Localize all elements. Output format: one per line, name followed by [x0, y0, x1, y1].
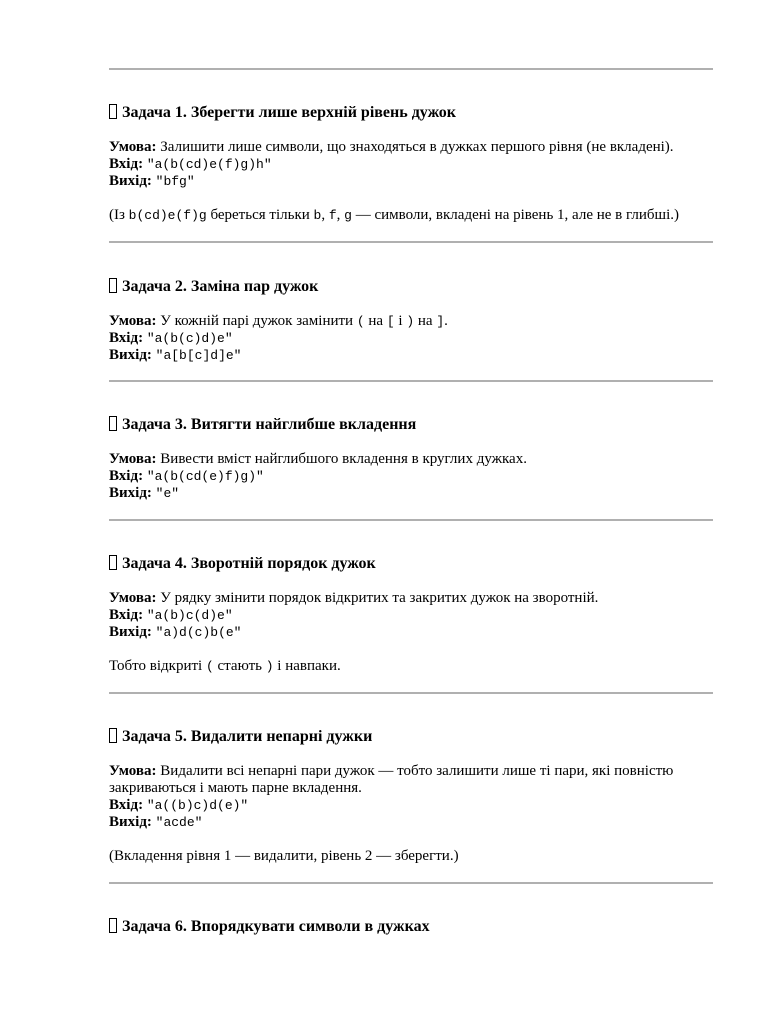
divider	[109, 692, 713, 694]
input-label: Вхід:	[109, 797, 144, 813]
condition-text: Видалити всі непарні пари дужок — тобто залишити лише ті пари, які повністю закриваються і мають парне вкладення.	[109, 763, 674, 796]
task-5-condition	[109, 763, 713, 797]
task-1-condition	[109, 139, 713, 156]
input-value: "a(b(cd)e(f)g)h"	[146, 157, 272, 172]
task-5-input	[109, 797, 713, 814]
missing-glyph-icon	[109, 728, 117, 743]
task-4-note	[109, 658, 713, 675]
condition-label: Умова:	[109, 590, 157, 606]
note-text: і навпаки.	[273, 658, 341, 674]
condition-label: Умова:	[109, 139, 157, 155]
missing-glyph-icon	[109, 918, 117, 933]
condition-text: на	[364, 313, 387, 329]
note-text: Тобто відкриті	[109, 658, 206, 674]
input-value: "a(b(cd(e)f)g)"	[146, 469, 264, 484]
task-5	[109, 727, 713, 865]
note-code: (	[205, 659, 214, 674]
input-value: "a((b)c)d(e)"	[146, 798, 249, 813]
note-text: ,	[336, 207, 345, 223]
task-4-heading	[109, 554, 713, 574]
condition-label: Умова:	[109, 313, 157, 329]
output-value: "a[b[c]d]e"	[155, 348, 242, 363]
condition-code: )	[406, 314, 415, 329]
task-3	[109, 415, 713, 502]
task-2-condition	[109, 313, 713, 330]
condition-label: Умова:	[109, 763, 157, 779]
task-2	[109, 277, 713, 364]
task-6	[109, 917, 713, 953]
condition-code: [	[386, 314, 395, 329]
task-1-input	[109, 156, 713, 173]
divider	[109, 380, 713, 382]
note-code: )	[265, 659, 274, 674]
condition-code: (	[356, 314, 365, 329]
task-6-heading	[109, 917, 713, 937]
input-label: Вхід:	[109, 607, 144, 623]
note-code: f	[328, 208, 337, 223]
condition-code: ]	[436, 314, 445, 329]
note-code: g	[344, 208, 352, 223]
input-value: "a(b)c(d)e"	[146, 608, 233, 623]
task-3-title: Задача 3. Витягти найглибше вкладення	[122, 416, 417, 433]
task-2-title: Задача 2. Заміна пар дужок	[122, 278, 319, 295]
condition-text: і	[394, 313, 407, 329]
task-3-condition	[109, 451, 713, 468]
divider	[109, 519, 713, 521]
task-5-heading	[109, 727, 713, 747]
missing-glyph-icon	[109, 416, 117, 431]
task-1-output	[109, 173, 713, 190]
task-1-title: Задача 1. Зберегти лише верхній рівень дужок	[122, 104, 456, 121]
task-5-title: Задача 5. Видалити непарні дужки	[122, 728, 373, 745]
task-5-output	[109, 814, 713, 831]
task-3-input	[109, 468, 713, 485]
output-value: "acde"	[155, 815, 203, 830]
task-2-output	[109, 347, 713, 364]
task-1-note	[109, 207, 713, 224]
output-value: "e"	[155, 486, 180, 501]
note-text: ,	[321, 207, 329, 223]
missing-glyph-icon	[109, 555, 117, 570]
input-label: Вхід:	[109, 156, 144, 172]
task-2-input	[109, 330, 713, 347]
divider	[109, 882, 713, 884]
note-code: b(cd)e(f)g	[128, 208, 207, 223]
task-5-note: (Вкладення рівня 1 — видалити, рівень 2 — зберегти.)	[109, 848, 459, 864]
input-label: Вхід:	[109, 330, 144, 346]
task-6-title: Задача 6. Впорядкувати символи в дужках	[122, 918, 430, 935]
task-1	[109, 103, 713, 224]
task-4-condition	[109, 590, 713, 607]
task-2-heading	[109, 277, 713, 297]
task-3-output	[109, 485, 713, 502]
output-label: Вихід:	[109, 624, 152, 640]
condition-label: Умова:	[109, 451, 157, 467]
condition-text: У кожній парі дужок замінити	[160, 313, 357, 329]
output-label: Вихід:	[109, 814, 152, 830]
condition-text: на	[414, 313, 437, 329]
note-text: — символи, вкладені на рівень 1, але не в глибші.)	[351, 207, 679, 223]
input-value: "a(b(c)d)e"	[146, 331, 233, 346]
note-code: b	[313, 208, 322, 223]
condition-text: .	[444, 313, 448, 329]
condition-text: Вивести вміст найглибшого вкладення в круглих дужках.	[160, 451, 527, 467]
missing-glyph-icon	[109, 278, 117, 293]
task-4-output	[109, 624, 713, 641]
task-4-input	[109, 607, 713, 624]
note-text: (Із	[109, 207, 129, 223]
missing-glyph-icon	[109, 104, 117, 119]
output-label: Вихід:	[109, 173, 152, 189]
task-1-heading	[109, 103, 713, 123]
input-label: Вхід:	[109, 468, 144, 484]
task-4	[109, 554, 713, 675]
output-value: "bfg"	[155, 174, 195, 189]
output-value: "a)d(c)b(e"	[155, 625, 242, 640]
note-text: береться тільки	[206, 207, 314, 223]
task-3-heading	[109, 415, 713, 435]
condition-text: Залишити лише символи, що знаходяться в дужках першого рівня (не вкладені).	[160, 139, 674, 155]
output-label: Вихід:	[109, 485, 152, 501]
output-label: Вихід:	[109, 347, 152, 363]
divider	[109, 241, 713, 243]
note-text: стають	[213, 658, 266, 674]
task-4-title: Задача 4. Зворотній порядок дужок	[122, 555, 376, 572]
condition-text: У рядку змінити порядок відкритих та закритих дужок на зворотній.	[160, 590, 599, 606]
divider	[109, 68, 713, 70]
